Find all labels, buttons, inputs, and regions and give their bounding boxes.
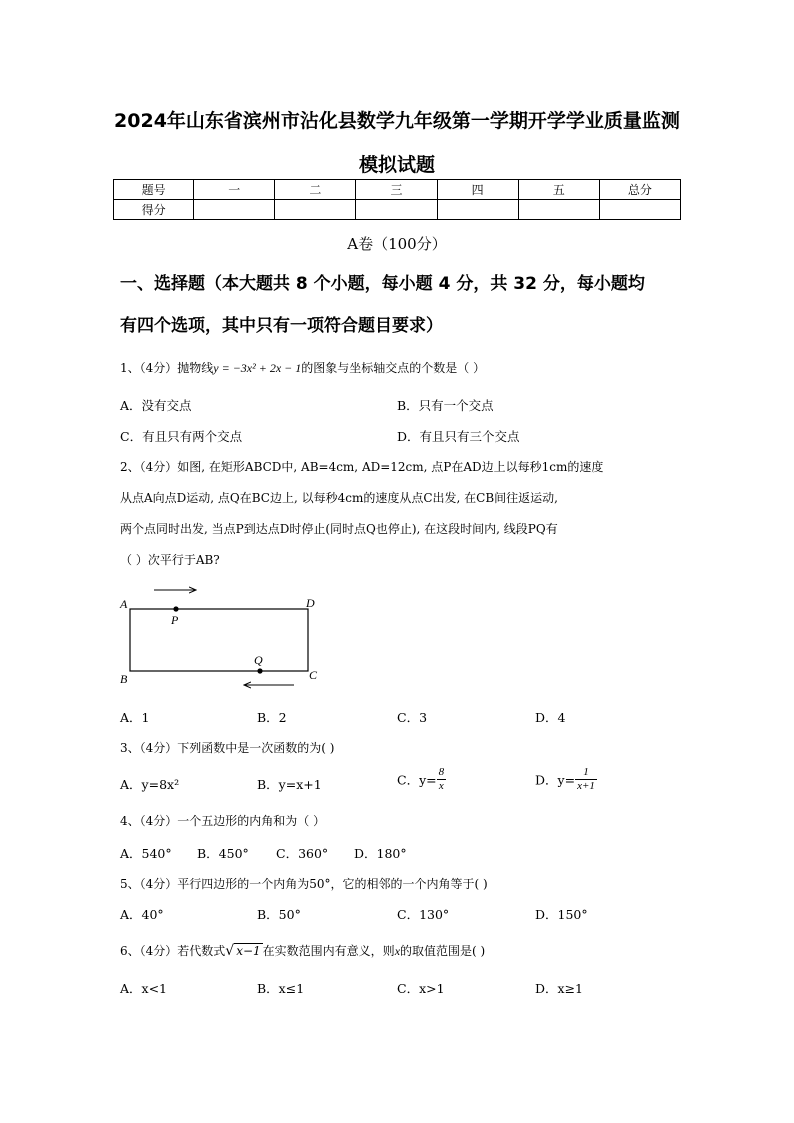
- q2-stem-line2: 从点A向点D运动, 点Q在BC边上, 以每秒4cm的速度从点C出发, 在CB间往返运动,: [120, 491, 558, 505]
- score-table-score-row: [114, 200, 681, 220]
- q5-option-a[interactable]: A．40°: [120, 907, 164, 922]
- question-1-stem: [120, 358, 680, 378]
- label-a: A: [120, 597, 128, 611]
- section1-heading-line2: 有四个选项，其中只有一项符合题目要求）: [120, 316, 443, 336]
- q2-rectangle-figure: [110, 578, 330, 698]
- q5-option-b[interactable]: B．50°: [257, 907, 301, 922]
- q3-c-numerator: 8: [438, 766, 445, 778]
- q6-option-a[interactable]: A．x<1: [120, 981, 168, 996]
- q2-option-a[interactable]: A．1: [120, 710, 150, 725]
- q2-option-d[interactable]: D．4: [535, 710, 566, 725]
- q3-stem: 3、（4分）下列函数中是一次函数的为( ): [120, 741, 335, 755]
- score-cell[interactable]: [194, 200, 275, 220]
- rectangle-abcd: [130, 609, 308, 671]
- q6-option-c[interactable]: C．x>1: [397, 981, 445, 996]
- q6-middle: 在实数范围内有意义，则: [262, 944, 395, 958]
- q3-d-numerator: 1: [575, 766, 597, 780]
- q2-option-c[interactable]: C．3: [397, 710, 428, 725]
- score-table-header-row: [114, 180, 681, 200]
- q3-option-d-label: D．y=: [535, 772, 576, 788]
- q1-prefix: 1、（4分）抛物线: [120, 361, 214, 375]
- section-a-heading: A卷（100分）: [347, 235, 447, 253]
- q2-stem-line4: （ ）次平行于AB?: [120, 553, 220, 567]
- score-header-cell: 四: [437, 180, 518, 200]
- q6-prefix: 6、（4分）若代数式: [120, 944, 226, 958]
- q3-option-d[interactable]: [535, 766, 597, 793]
- score-header-cell: 总分: [599, 180, 680, 200]
- label-d: D: [306, 596, 315, 610]
- q6-radicand: x−1: [236, 944, 261, 958]
- q3-c-denominator: x: [438, 780, 444, 792]
- point-q-dot: [257, 668, 262, 673]
- q4-option-d[interactable]: D．180°: [354, 846, 407, 861]
- q3-option-a[interactable]: A．y=8x²: [120, 777, 180, 792]
- score-row-label: 得分: [114, 200, 194, 220]
- score-header-cell: 三: [356, 180, 437, 200]
- score-header-cell: 一: [194, 180, 275, 200]
- q1-option-a[interactable]: A．没有交点: [120, 398, 192, 413]
- point-p-dot: [173, 606, 178, 611]
- q5-option-d[interactable]: D．150°: [535, 907, 588, 922]
- label-c: C: [309, 668, 318, 682]
- label-b: B: [120, 672, 128, 686]
- score-cell[interactable]: [356, 200, 437, 220]
- q2-stem-line1: 2、（4分）如图, 在矩形ABCD中, AB=4cm, AD=12cm, 点P在AD边上以每秒1cm的速度: [120, 460, 604, 474]
- sqrt-icon: √: [225, 943, 235, 959]
- score-header-cell: 二: [275, 180, 356, 200]
- q6-option-b[interactable]: B．x≤1: [257, 981, 305, 996]
- q1-formula: y = −3x² + 2x − 1: [213, 361, 302, 375]
- q5-stem: 5、（4分）平行四边形的一个内角为50°，它的相邻的一个内角等于( ): [120, 877, 488, 891]
- q6-stem: [120, 941, 680, 961]
- q1-suffix: 的图象与坐标轴交点的个数是（ ）: [301, 361, 486, 375]
- q1-option-d[interactable]: D．有且只有三个交点: [397, 429, 520, 444]
- score-header-cell: 题号: [114, 180, 194, 200]
- score-cell[interactable]: [518, 200, 599, 220]
- q1-option-b[interactable]: B．只有一个交点: [397, 398, 494, 413]
- score-cell[interactable]: [437, 200, 518, 220]
- q4-option-b[interactable]: B．450°: [197, 846, 249, 861]
- score-table: [113, 179, 681, 220]
- q6-suffix: 的取值范围是( ): [400, 944, 486, 958]
- q2-stem-line3: 两个点同时出发, 当点P到达点D时停止(同时点Q也停止), 在这段时间内, 线段PQ有: [120, 522, 558, 536]
- q4-option-c[interactable]: C．360°: [276, 846, 329, 861]
- q4-option-a[interactable]: A．540°: [120, 846, 172, 861]
- q3-option-c-fraction: [437, 766, 447, 793]
- q6-var: x: [394, 944, 401, 958]
- label-q: Q: [254, 653, 263, 667]
- section1-heading-line1: 一、选择题（本大题共 8 个小题，每小题 4 分，共 32 分，每小题均: [120, 274, 645, 294]
- q3-option-b[interactable]: B．y=x+1: [257, 777, 322, 792]
- q3-option-c[interactable]: [397, 766, 446, 793]
- q3-option-d-fraction: [575, 766, 597, 793]
- score-cell[interactable]: [275, 200, 356, 220]
- q6-option-d[interactable]: D．x≥1: [535, 981, 583, 996]
- q2-option-b[interactable]: B．2: [257, 710, 287, 725]
- q5-option-c[interactable]: C．130°: [397, 907, 450, 922]
- label-p: P: [171, 613, 179, 627]
- score-cell[interactable]: [599, 200, 680, 220]
- q1-option-c[interactable]: C．有且只有两个交点: [120, 429, 243, 444]
- q4-stem: 4、（4分）一个五边形的内角和为（ ）: [120, 814, 326, 828]
- page-title-line1: 2024年山东省滨州市沾化县数学九年级第一学期开学学业质量监测: [114, 110, 680, 132]
- q3-d-denominator: x+1: [577, 780, 595, 792]
- score-header-cell: 五: [518, 180, 599, 200]
- q3-option-c-label: C．y=: [397, 772, 437, 788]
- page-title-line2: 模拟试题: [358, 154, 435, 176]
